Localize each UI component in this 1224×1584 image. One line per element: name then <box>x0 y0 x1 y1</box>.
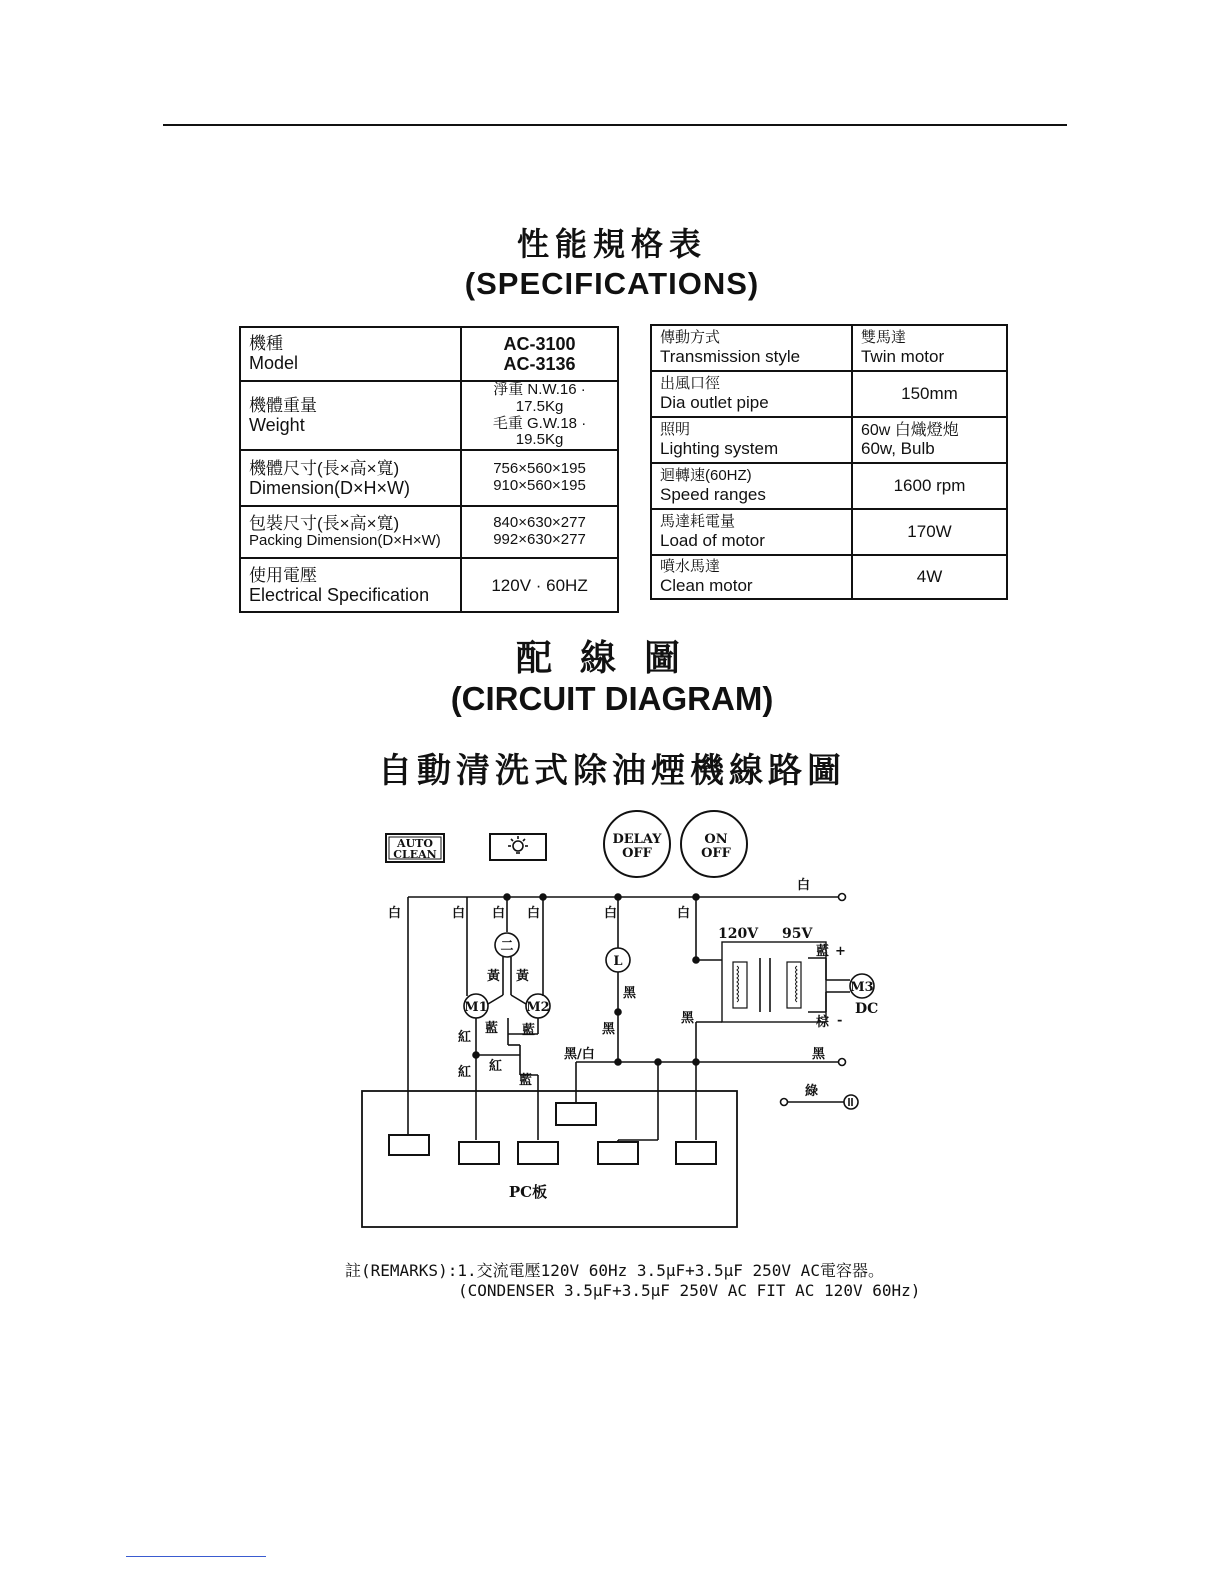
value-line: 756×560×195 <box>493 460 586 478</box>
delay-off-switch <box>604 811 670 877</box>
off-label: OFF <box>701 846 731 861</box>
specifications-title-en: (SPECIFICATIONS) <box>464 266 760 301</box>
table-row <box>240 327 618 381</box>
label-en: Weight <box>249 415 305 436</box>
label-cn: 傳動方式 <box>660 329 721 347</box>
spec-label <box>651 417 852 463</box>
delay-label: DELAY <box>612 832 662 847</box>
table-row <box>240 506 618 558</box>
speed-switch-symbol <box>495 933 519 995</box>
wire-label: 白 <box>527 906 541 921</box>
circuit-subtitle: 自動清洗式除油煙機線路圖 <box>378 751 846 791</box>
label-en: Electrical Specification <box>249 584 430 605</box>
label-en: Packing Dimension(D×H×W) <box>249 532 441 550</box>
wire-label: - <box>837 1013 843 1028</box>
label-cn: 噴水馬達 <box>660 558 721 576</box>
value-line: 910×560×195 <box>493 477 586 495</box>
spec-label <box>651 325 852 371</box>
on-off-switch <box>681 811 747 877</box>
spec-label <box>240 381 461 450</box>
spec-label <box>240 506 461 558</box>
value-line: 淨重 N.W.16 · 17.5Kg <box>493 381 586 415</box>
value-line: 120V · 60HZ <box>491 575 588 595</box>
speed-switch-label: 二 <box>500 939 514 954</box>
table-row <box>651 417 1007 463</box>
table-row <box>651 325 1007 371</box>
spec-value <box>852 509 1007 555</box>
label-cn: 迴轉速(60HZ) <box>660 467 752 485</box>
value-line: 60w, Bulb <box>860 439 935 459</box>
value-line: 840×630×277 <box>493 514 586 532</box>
auto-label: AUTO <box>397 837 433 850</box>
table-row <box>240 450 618 506</box>
value-line: Twin motor <box>860 346 945 366</box>
spec-label <box>240 450 461 506</box>
specifications-table-left <box>239 326 619 613</box>
wire-label: 白 <box>604 906 618 921</box>
table-row <box>651 555 1007 599</box>
value-line: 170W <box>907 522 952 542</box>
dc-label: DC <box>855 1001 879 1017</box>
spec-value <box>461 506 618 558</box>
wire-label: 藍 <box>522 1023 536 1038</box>
remarks-line-1: 註(REMARKS):1.交流電壓120V 60Hz 3.5μF+3.5μF 250V AC電容器。 <box>345 1261 884 1280</box>
spec-value <box>852 371 1007 417</box>
label-en: Transmission style <box>660 346 801 366</box>
value-line: 1600 rpm <box>893 476 966 496</box>
label-en: Dimension(D×H×W) <box>249 477 411 498</box>
label-cn: 機體重量 <box>249 396 317 415</box>
spec-value <box>852 417 1007 463</box>
on-label: ON <box>704 832 728 847</box>
m1-label: M1 <box>464 1000 488 1015</box>
auto-clean-switch <box>386 834 444 862</box>
wire-label: 白 <box>797 878 811 893</box>
spec-label <box>651 371 852 417</box>
value-line: 4W <box>916 567 943 587</box>
wire-label: 白 <box>677 906 691 921</box>
wire-label: 藍 <box>519 1073 533 1088</box>
label-en: Dia outlet pipe <box>660 392 769 412</box>
wire-label: 紅 <box>458 1030 472 1045</box>
spec-value <box>852 463 1007 509</box>
wire-label: 綠 <box>805 1084 819 1099</box>
black-bus <box>576 1022 846 1140</box>
top-rule <box>163 124 1067 126</box>
label-en: Clean motor <box>660 575 753 595</box>
label-cn: 使用電壓 <box>249 565 317 585</box>
table-row <box>651 509 1007 555</box>
motor-m2 <box>526 994 550 1018</box>
light-switch <box>490 834 546 860</box>
wire-label: 白 <box>388 906 402 921</box>
value-line: 雙馬達 <box>860 329 906 347</box>
value-line: 毛重 G.W.18 · 19.5Kg <box>492 414 587 449</box>
table-row <box>651 463 1007 509</box>
value-line: 150mm <box>901 384 958 404</box>
lamp-symbol <box>606 948 630 1062</box>
spec-value <box>852 555 1007 599</box>
label-cn: 機種 <box>249 334 283 354</box>
table-row <box>651 371 1007 417</box>
value-line: AC-3100 <box>503 333 576 354</box>
label-en: Model <box>249 353 299 374</box>
spec-label <box>240 327 461 381</box>
pc-board-label: PC板 <box>508 1183 548 1201</box>
label-cn: 機體尺寸(長×高×寬) <box>249 458 400 478</box>
label-en: Load of motor <box>660 530 765 550</box>
table-row <box>240 558 618 612</box>
wire-label: 白 <box>452 906 466 921</box>
spec-label <box>240 558 461 612</box>
wire-label: 藍 <box>485 1021 499 1036</box>
label-cn: 包裝尺寸(長×高×寬) <box>249 514 400 534</box>
value-line: 992×630×277 <box>493 531 586 549</box>
spec-value <box>461 381 618 450</box>
wire-label: 黑 <box>812 1047 826 1062</box>
delay-off-label: OFF <box>622 846 652 861</box>
label-en: Speed ranges <box>660 484 766 504</box>
wire-labels <box>388 877 878 1099</box>
label-cn: 馬達耗電量 <box>660 513 736 531</box>
label-en: Lighting system <box>660 438 779 458</box>
voltage-120v-label: 120V <box>718 926 759 942</box>
wire-label: 黑 <box>602 1022 616 1037</box>
circuit-diagram <box>340 800 880 1240</box>
clean-label: CLEAN <box>393 848 437 861</box>
label-cn: 照明 <box>660 421 691 439</box>
wire-label: 藍 <box>816 944 830 959</box>
spec-value <box>461 450 618 506</box>
wire-label: 黑 <box>681 1011 695 1026</box>
spec-value <box>461 558 618 612</box>
wire-label: 紅 <box>458 1065 472 1080</box>
wire-label: 黃 <box>487 969 501 984</box>
wire-label: 白 <box>492 906 506 921</box>
spec-label <box>651 463 852 509</box>
m2-label: M2 <box>526 1000 550 1015</box>
circuit-title-en: (CIRCUIT DIAGRAM) <box>450 680 774 717</box>
value-line: 60w 白熾燈炮 <box>860 421 959 439</box>
wire-label: 黃 <box>516 969 530 984</box>
lamp-icon <box>508 836 528 853</box>
wire-label: 黑/白 <box>564 1047 595 1062</box>
motor-m3 <box>850 974 874 998</box>
spec-label <box>651 555 852 599</box>
bottom-rule <box>126 1556 266 1557</box>
spec-label <box>651 509 852 555</box>
wire-label: 棕 <box>816 1015 830 1030</box>
wire-label: 紅 <box>489 1059 503 1074</box>
remarks-line-2: (CONDENSER 3.5μF+3.5μF 250V AC FIT AC 120V 60Hz) <box>458 1281 921 1300</box>
spec-value <box>461 327 618 381</box>
ground-wire <box>781 1095 859 1109</box>
value-line: AC-3136 <box>503 354 576 374</box>
m3-label: M3 <box>850 980 874 995</box>
label-cn: 出風口徑 <box>660 375 721 393</box>
specifications-title-cn: 性能規格表 <box>516 225 707 263</box>
table-row <box>240 381 618 450</box>
transformer <box>722 942 850 1022</box>
wire-label: 黑 <box>623 986 637 1001</box>
pc-board <box>362 1091 737 1227</box>
lamp-label: L <box>613 954 623 969</box>
spec-value <box>852 325 1007 371</box>
voltage-95v-label: 95V <box>782 926 813 942</box>
specifications-table-right <box>650 324 1008 600</box>
wire-label: + <box>835 944 846 959</box>
circuit-title-cn: 配線圖 <box>515 638 708 679</box>
motor-m1 <box>464 994 488 1018</box>
